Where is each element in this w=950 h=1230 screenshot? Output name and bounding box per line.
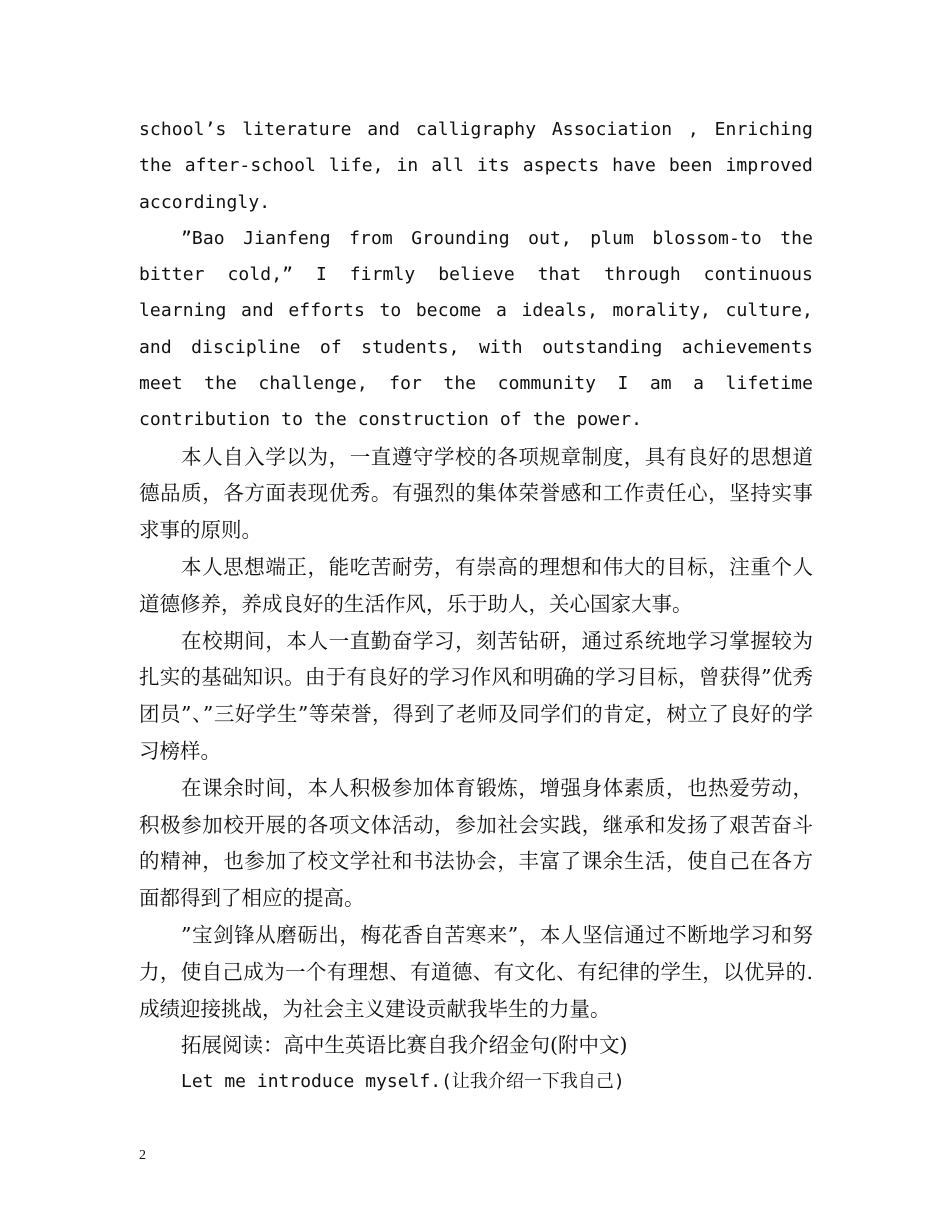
paragraph-chinese-2: 本人思想端正，能吃苦耐劳，有崇高的理想和伟大的目标，注重个人道德修养，养成良好的生活作风，乐于助人，关心国家大事。 [139, 555, 813, 616]
example-sentence: Let me introduce myself.(让我介绍一下我自己) [181, 1071, 625, 1093]
extended-reading-heading: 拓展阅读：高中生英语比赛自我介绍金句(附中文) [181, 1033, 628, 1058]
paragraph-chinese-5: ”宝剑锋从磨砺出，梅花香自苦寒来”，本人坚信通过不断地学习和努力，使自己成为一个有理想、有道德、有文化、有纪律的学生，以优异的.成绩迎接挑战，为社会主义建设贡献我毕生的力量。 [139, 923, 813, 1021]
paragraph-chinese-4: 在课余时间，本人积极参加体育锻炼，增强身体素质，也热爱劳动，积极参加校开展的各项文体活动，参加社会实践，继承和发扬了艰苦奋斗的精神，也参加了校文学社和书法协会，丰富了课余生活，使自己在各方面都得到了相应的提高。 [139, 775, 813, 911]
paragraph-chinese-3: 在校期间，本人一直勤奋学习，刻苦钻研，通过系统地学习掌握较为扎实的基础知识。由于有良好的学习作风和明确的学习目标，曾获得”优秀团员”、”三好学生”等荣誉，得到了老师及同学们的肯定，树立了良好的学习榜样。 [139, 628, 813, 764]
paragraph-english-1: school’s literature and calligraphy Association , Enriching the after-school life, in all its aspects have been improved accordingly. [139, 119, 813, 213]
page-number: 2 [139, 1148, 146, 1163]
paragraph-english-2: ”Bao Jianfeng from Grounding out, plum blossom-to the bitter cold,” I firmly believe that through continuous learning and efforts to become a ideals, morality, culture, and discipline of students, with outstanding achievements meet the challenge, for the community I am a lifetime contribution to the construction of the power. [139, 227, 813, 431]
document-body [139, 112, 813, 1101]
paragraph-chinese-1: 本人自入学以为，一直遵守学校的各项规章制度，具有良好的思想道 德品质，各方面表现优秀。有强烈的集体荣誉感和工作责任心，坚持实事求事的原则。 [139, 444, 813, 543]
